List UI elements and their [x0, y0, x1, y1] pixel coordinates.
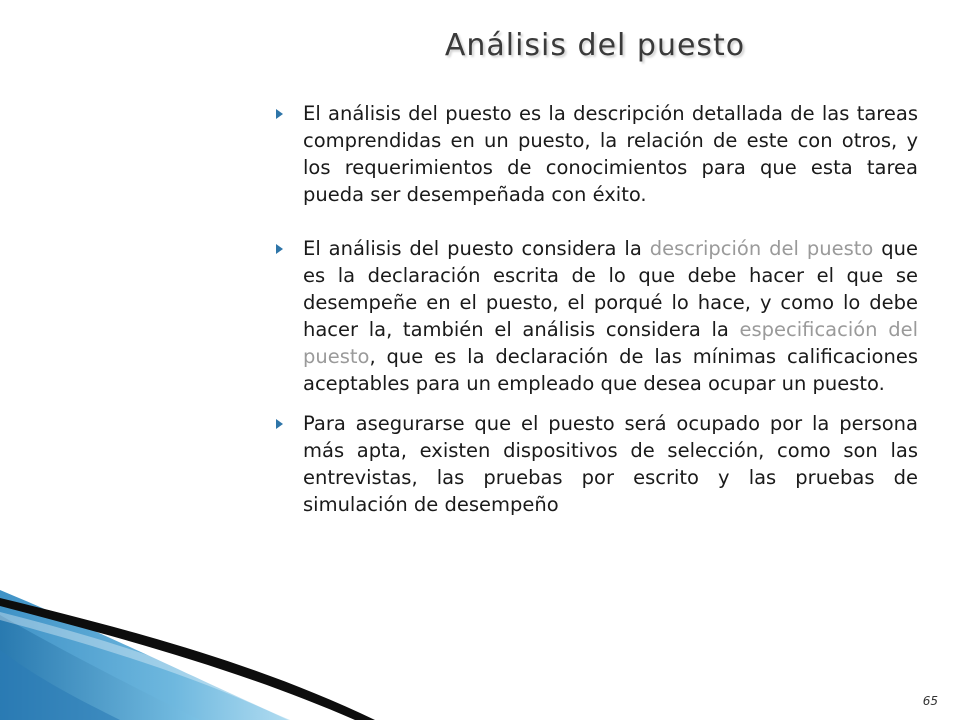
bullet-item	[274, 410, 918, 518]
arrow-bullet-icon	[276, 244, 283, 254]
bullet-item	[274, 235, 918, 397]
bullet-item	[274, 100, 918, 208]
bullet-text-part: que es la declaración escrita de lo que debe hacer el que se desempeñe en el puesto, el porqué lo hace, y como lo debe hacer la, también el análisis considera la	[303, 237, 919, 341]
bullet-text-part: El análisis del puesto considera la	[303, 237, 650, 260]
bullet-text: El análisis del puesto es la descripción detallada de las tareas comprendidas en un puesto, la relación de este con otros, y los requerimientos de conocimientos para que esta tarea pueda ser desempeñada con éxito.	[303, 102, 918, 206]
slide-content	[274, 100, 918, 518]
arrow-bullet-icon	[276, 109, 283, 119]
page-number: 65	[922, 694, 938, 708]
slide-title: Análisis del puesto	[444, 28, 746, 63]
bullet-text: Para asegurarse que el puesto será ocupado por la persona más apta, existen dispositivos de selección, como son las entrevistas, las pruebas por escrito y las pruebas de simulación de desempeño	[303, 412, 918, 516]
highlighted-term: especificación del puesto	[303, 318, 918, 368]
bullet-text-part: , que es la declaración de las mínimas calificaciones aceptables para un empleado que desea ocupar un puesto.	[303, 345, 918, 395]
arrow-bullet-icon	[276, 419, 283, 429]
highlighted-term: descripción del puesto	[649, 237, 874, 260]
